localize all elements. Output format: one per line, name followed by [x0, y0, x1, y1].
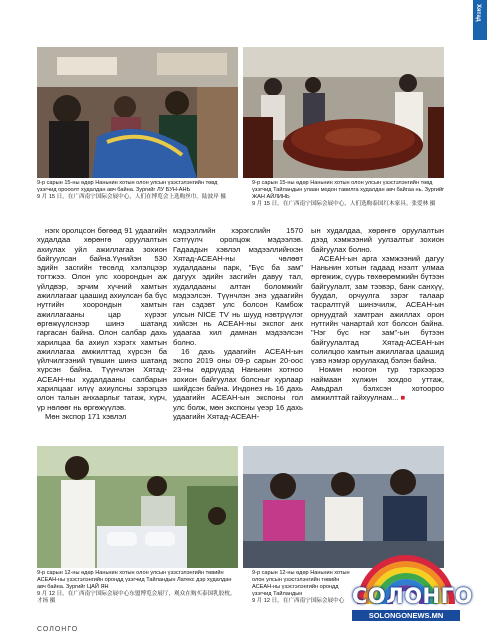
caption-zh: 9 月 15 日，在广西南宁国际会展中心，人们选购泰国红木家具。张爱林 摄 — [252, 201, 436, 207]
photo-silk-scarves — [37, 47, 238, 178]
paragraph: АСЕАН-ын арга хэмжээний дагуу Наньнин хотын гадаад нээлт улмаа өргөжиж, сүүрь төхөөрөмжийн бүтээн байгуулалт, зам тээвэр, банк санхүү, буудал, орчуулга зэрэг талаар тасралтгүй шинэчилж, АСЕАН-ын орнуудтай хамтран ажиллах орон нутгийн чанартай хот болсон байна. "Нэг бүс нэг зам"-ын бүтээн байгуулалтад Хятад-АСЕАН-ын солилцоо хамтын ажиллагаа цаашид үзвэ нэмэр оруулахад бэлэн байна. — [311, 253, 444, 366]
section-tab-label: Хятад — [475, 4, 481, 22]
caption-bottom-right — [252, 570, 352, 605]
paragraph: Мөн экспор 171 хэвлэл — [45, 411, 127, 421]
caption-top-right — [252, 180, 448, 208]
paragraph: нэгк оролцсон бөгөөд 91 удаагийн худалдаа хөрөнгө оруулалтын ахиулах уйл ажиллагаа зохион байгуулсан байна.Үүнийэн 530 эдийн засгийн төсөлд хэлэлцээр тогтжээ. Олон улс хоорондын аж үйлдвэр, эрчим хүчний хамтын ажиллагааг цаашид ахиулсан ба бүс нутгийн хоорондын хамтын ажиллагааны цар хүрээг өргөжүүлснээр шинэ шатанд гаргасан байна. Олон салбар дахь харилцаа ба ахиул хэрэгх хамтын ажиллагаа амжилттад хүрсэн ба үйлчилгээний түвшин шинэ шатанд хүрсэн байна. Түүнчлэн Хятад-АСЕАН-ны худалдааны салбарын харилцааг илүү ахиулсны зэрэгцээ олон талын анхаарлыг татаж, хүрч, үр нөлөөг нь өргөжүүлэв. — [37, 226, 167, 412]
caption-top-left — [37, 180, 238, 201]
magazine-footer: СОЛОНГО — [37, 626, 79, 633]
photo-latex-pillows — [37, 446, 238, 568]
caption-mn: 9-р сарын 15-ны өдөр Наньнин хотын олон улсын үзэсгэлэнгийн төвд үзэгчид Тайландын улаан модон тавилга худалдан авч байгаа нь. Зургийг ЖАН АЙЛИНЬ — [252, 180, 445, 200]
caption-mn: 9-р сарын 12-ны өдөр Наньнин хотын олон улсын үзэсгэлэнгийн төвийн АСЕАН-ны үзэсгэлэнгийн орондд үзэгчид Тайландын — [252, 570, 350, 597]
article-column-3 — [311, 226, 444, 403]
caption-zh: 9 月 15 日，在广西南宁国际会展中心，人们在博览会上选购丝巾。陆波岸 摄 — [37, 194, 226, 200]
paragraph: ын худалдаа, хөрөнгө оруулалтын дээд хэмжээний уулзалтыг зохион байгуулах болно. — [311, 226, 444, 254]
caption-mn: 9-р сарын 12-ны өдөр Наньнин хотын олон улсын үзэсгэлэнгийн төвийн АСЕАН-ны үзэсгэлэнгийн орондд үзэгчид Тайландын Латекс дэр худалдан авч байна. Зургийг ЦАЙ ЯН — [37, 570, 232, 590]
article-column-1 — [37, 226, 167, 421]
paragraph: 16 дахь удаагийн АСЕАН-ын экспо 2019 оны 09-р сарын 20-оос 23-ны өдрүүдэд Наньнин хотноо зохион байгуулах болсныг хурлаар шийдсэн байна. Индонез нь 16 дахь удаагийн АСЕАН-ын экспоны гол улс болж, мөн экспоны үеэр 16 дахь удаагийн Хятад-АСЕАН- — [173, 346, 303, 421]
paragraph — [311, 365, 444, 402]
paragraph-text: Номин ноогон тур тэрхээрээ наймаан хүлжин зохдоо уттаж, Амьдрал бэлхсэн хотоороо амжилттай гайхуулнам... — [311, 365, 444, 403]
caption-bottom-left — [37, 570, 238, 605]
caption-zh: 9 月 12 日，在广西南宁国际会展中心东盟博览会展厅，观众在购买泰国乳胶枕。才扬 摄 — [37, 591, 236, 604]
end-mark: ■ — [400, 393, 406, 403]
article-column-2 — [173, 226, 303, 421]
caption-zh: 9 月 12 日，在广西南宁国际会展中心 — [252, 598, 345, 604]
logo-wordmark: СОЛОНГО — [352, 584, 473, 608]
caption-mn: 9-р сарын 15-ны өдөр Наньнин хотын олон улсын үзэсгэлэнгийн төвд үзэгчид орооолт худалдан авч байна. Зургийг ЛУ БУН-АНЬ — [37, 180, 218, 193]
logo-url: SOLONGONEWS.MN — [352, 610, 460, 621]
section-tab — [473, 0, 487, 40]
paragraph: мэдээллийн хэрэгслийн 1570 сэтгүүлч оролцож мэдээлэв. Гадаадын хэвлэл мэдээллийнхэн Хятад-АСЕАН-ны чөлөөт худалдааны парк, "Бүс бa зам" дагуух эдийн засгийн давуу тал, худалдааны алтан боломжийг мэдээлсэн. Түүнчлэн энэ удаагийн ган сэдэвт улс болсон Камбож улсын NICE TV нь шууд нэвтрүүлэг хийсэн нь АСЕАН-ны экспог анх удаагаа хил дамнан мэдээлсэн болно. — [173, 226, 303, 347]
photo-redwood-furniture — [243, 47, 444, 178]
solongo-logo — [352, 546, 473, 636]
